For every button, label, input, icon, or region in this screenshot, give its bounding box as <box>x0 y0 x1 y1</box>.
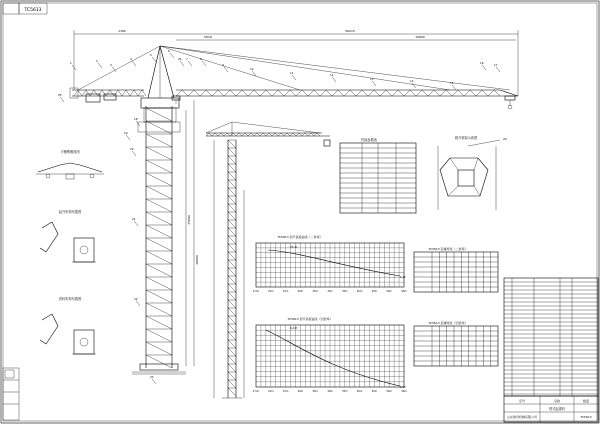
spec-table <box>340 137 416 213</box>
tb-col-3: 数量 <box>582 399 590 403</box>
tb-company: 山东建设机械有限公司 <box>506 415 538 419</box>
dim-mast: 37800 <box>187 215 191 225</box>
axis-tick-8: 45m <box>371 290 378 293</box>
dim-top-c: 56015 <box>345 29 355 33</box>
left-stamp <box>3 368 19 420</box>
callout-9: 9 <box>222 63 224 67</box>
callout-23: 23 <box>150 375 154 379</box>
axis-tick-7: 40m <box>356 390 363 393</box>
callout-3: 3 <box>110 63 112 67</box>
callout-17: 17 <box>494 63 498 67</box>
dim-top-a: 1180 <box>118 29 126 33</box>
dim-top-b: 5616 <box>204 35 212 39</box>
left-views <box>36 149 104 354</box>
callout-2: 2 <box>96 59 98 63</box>
axis-tick-6: 35m <box>342 290 348 293</box>
inner-border <box>3 3 597 421</box>
axis-tick-3: 20m <box>297 290 304 293</box>
dim-top-d: 10800 <box>415 35 425 39</box>
dim-mast-b: 40000 <box>195 255 199 265</box>
axis-tick-10: 56m <box>401 290 407 293</box>
small-crane-drawing <box>206 122 333 398</box>
axis-tick-3: 20m <box>297 390 304 393</box>
callout-12: 12 <box>330 73 334 77</box>
axis-tick-0: 2.5m <box>252 290 260 293</box>
callout-21: 21 <box>132 217 136 221</box>
view-c-title: 回转机构布置图 <box>58 297 82 301</box>
axis-tick-2: 15m <box>282 390 289 393</box>
title-block <box>504 396 598 422</box>
curve-a-title: TC5613 起升高度曲线（二倍率） <box>277 235 323 239</box>
outer-border <box>1 1 599 423</box>
callout-19: 19 <box>124 131 128 135</box>
curve-b-title: TC5613 起升高度曲线（四倍率） <box>287 317 333 321</box>
view-a-title: 平衡臂侧视图 <box>60 150 80 154</box>
callout-22: 22 <box>134 297 138 301</box>
axis-tick-0: 2.5m <box>252 390 260 393</box>
tb-name: 塔式起重机 <box>549 407 565 411</box>
view-b-title: 起升机构布置图 <box>58 210 82 214</box>
detail-callout: 20 <box>503 137 507 141</box>
axis-tick-1: 10m <box>268 390 274 393</box>
callout-8: 8 <box>200 57 202 61</box>
axis-tick-9: 50m <box>386 390 392 393</box>
tb-col-1: 序号 <box>518 399 526 403</box>
detail-title: 爬升套架示意图 <box>454 136 478 140</box>
callout-7: 7 <box>186 57 188 61</box>
lift-curve-b <box>253 316 407 393</box>
callout-6: 6 <box>168 49 170 53</box>
tb-model: TC5613 <box>580 415 592 419</box>
callout-16: 16 <box>480 61 484 65</box>
callout-4: 4 <box>130 57 132 61</box>
axis-tick-10: 56m <box>401 390 407 393</box>
axis-tick-9: 50m <box>386 290 392 293</box>
callout-24: 24 <box>178 57 182 61</box>
load-table-a <box>414 246 498 292</box>
axis-tick-8: 45m <box>371 390 378 393</box>
table-a-title: TC5613 起重特性（二倍率） <box>428 247 468 251</box>
axis-tick-4: 25m <box>312 290 318 293</box>
stamp-text: TC5613 <box>24 8 42 13</box>
callout-14: 14 <box>410 79 414 83</box>
load-table-b <box>414 320 498 366</box>
main-crane-drawing <box>58 29 518 384</box>
callout-13: 13 <box>370 77 374 81</box>
axis-tick-2: 15m <box>282 290 289 293</box>
callout-18: 18 <box>134 117 138 121</box>
callout-15: 15 <box>450 81 454 85</box>
callout-5: 5 <box>150 53 152 57</box>
callout-11: 11 <box>290 71 294 75</box>
axis-tick-6: 35m <box>342 390 348 393</box>
parts-list <box>504 278 598 396</box>
curve-a-top-label: 25,2t <box>290 245 298 249</box>
spec-table-title: 性能参数表 <box>361 138 377 142</box>
curve-a-end-label: 1.3t <box>400 275 406 279</box>
axis-tick-5: 30m <box>327 290 333 293</box>
callout-25: 25 <box>58 93 62 97</box>
callout-1: 1 <box>70 61 72 65</box>
axis-tick-5: 30m <box>327 390 333 393</box>
axis-tick-7: 40m <box>356 290 363 293</box>
callout-20: 20 <box>130 147 134 151</box>
tb-col-2: 名称 <box>553 399 561 403</box>
curve-b-top-label: 6,22t <box>290 326 298 330</box>
axis-tick-4: 25m <box>312 390 318 393</box>
table-b-title: TC5613 起重特性（四倍率） <box>428 321 468 325</box>
callout-10: 10 <box>250 67 254 71</box>
curve-b-end-label: 1.3t <box>400 385 406 389</box>
lift-curve-a <box>253 234 407 293</box>
title-stamp <box>3 3 47 14</box>
climbing-detail <box>438 135 507 210</box>
axis-tick-1: 10m <box>268 290 274 293</box>
